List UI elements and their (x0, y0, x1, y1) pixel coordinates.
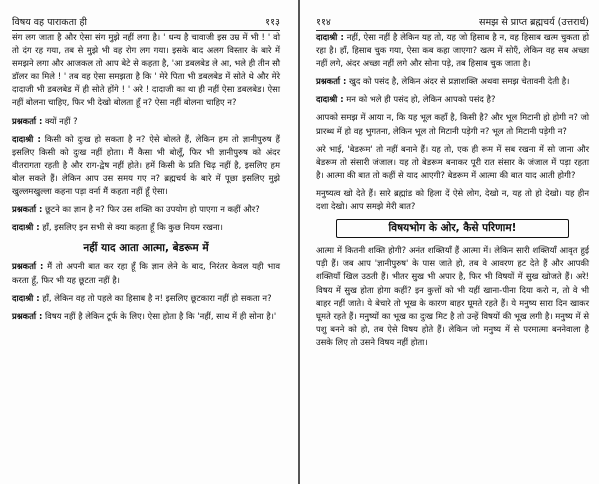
dialogue-paragraph: दादाश्री : हाँ, इसलिए इन सभी से क्या कहता हूँ कि कुछ नियम रखना। (12, 222, 223, 233)
dialogue-paragraph: दादाश्री : नहीं, ऐसा नहीं है लेकिन यह तो, यह जो हिसाब है न, वह हिसाब खत्म चुकता हो रहा है। हाँ, हिसाब चुक गया, ऐसा कब कहा जाएगा? खत्म में सोएँ, लेकिन वह सब अच्छा नहीं लगे, अंदर अच्छा नहीं लगे और सोना पड़े, तब हिसाब चुक जाता है। (316, 32, 589, 69)
speaker-label: दादाश्री : (316, 94, 344, 105)
dialogue-paragraph: दादाश्री : हाँ, लेकिन वह तो पहले का हिसाब है न! इसलिए छूटकारा नहीं हो सकता न? (12, 292, 272, 303)
speaker-label: प्रश्नकर्ता : (316, 76, 347, 87)
paragraph: आत्मा में कितनी शक्ति होगी? अनंत शक्तियाँ हैं आत्मा में। लेकिन सारी शक्तियाँ आवृत हुई पड़ी हैं। जब आप 'ज्ञानीपुरुष' के पास जाते हो, तब वे आवरण हट देते हैं और आपकी शक्तियाँ खिल उठती हैं। भीतर सुख भी अपार है, फिर भी विषयों में सुख खोजते हैं। अरे! विषय में सुख होता होगा कहीं? इन कुत्तों को भी यहीं खाना-पीना दिया करो न, तो वे भी बाहर नहीं जाते। ये बेचारे तो भूख के कारण बाहर घूमते रहते हैं। ये मनुष्य सारा दिन खाकर घूमते रहते हैं। मनुष्यों का भूख का दुःख मिट है तो उन्हें विषयों की भूख लगी है। मनुष्य में से पशु बनने को हो, तब ऐसे विषय होते हैं। लेकिन जो मनुष्य में से परमात्मा बननेवाला है उसके लिए तो उसने विषय नहीं होता। (316, 245, 589, 347)
left-page (0, 0, 298, 484)
speaker-label: दादाश्री : (316, 32, 344, 42)
paragraph: अरे भाई, 'बेडरूम' तो नहीं बनाने हैं। यह तो, एक ही रूम में सब रखना में सो जाना और बेडरूम तो संसारी जंजाल। यह तो बेडरूम बनाकर पूरी रात संसार के जंजाल में पड़ा रहता है। आत्मा की बात तो कहीं से याद आएगी? बेडरूम में आत्मा की बात याद आती होगी? (316, 143, 589, 180)
page-number: ११४ (316, 17, 331, 28)
speaker-label: प्रश्नकर्ता : (12, 204, 43, 215)
speaker-label: दादाश्री : (12, 292, 40, 303)
left-page-header (12, 6, 280, 31)
running-title: समझ से प्राप्त ब्रह्मचर्य (उत्तरार्ध) (479, 17, 589, 28)
speaker-label: प्रश्नकर्ता : (12, 115, 43, 126)
speaker-label: दादाश्री : (12, 133, 41, 144)
paragraph: मनुष्यत्व खो देते हैं। सारे ब्रह्मांड को हिला दें ऐसे लोग, देखो न, यह तो हो देखो। यह हीन दशा देखो। आप समझे मेरी बात? (316, 187, 589, 212)
dialogue-paragraph: प्रश्नकर्ता : खुद को पसंद है, लेकिन अंदर से प्रज्ञाशक्ति अथवा समझ चेतावनी देती है। (316, 76, 570, 87)
left-page-body (12, 31, 280, 323)
right-page (300, 0, 599, 484)
dialogue-paragraph: प्रश्नकर्ता : मैं तो अपनी बात कर रहा हूँ कि ज्ञान लेने के बाद, निरंतर केवल यही भाव करता हूँ, फिर भी यह छूटता नहीं है। (12, 261, 280, 285)
dialogue-paragraph: दादाश्री : मन को भले ही पसंद हो, लेकिन आपको पसंद है? (316, 94, 496, 105)
paragraph: संग लग जाता है और ऐसा संग मुझे नहीं लगा है। ' धन्य है चावाजी इस उम्र में भी ! ' वो तो दंग रह गया, तब से मुझे भी वह रोग लग गया। इसके बाद अलग विस्तार के बारे में समझने लगा और आजकल तो आप बेटे से कहता है, 'आ डबलबेड ले आ, भले ही तीन सौ डॉलर का मिले ! ' तब वह ऐसा समझता है कि ' मेरे पिता भी डबलबेड में सोते थे और मेरे दादाजी भी डबलबेड में ही सोते होंगे ! ' अरे ! दादाजी का था ही नहीं ऐसा डबलबेड। ऐसा नहीं बोलना चाहिए, फिर भी देखो बोलता हूँ न? ऐसा नहीं बोलना चाहिए न? (12, 32, 280, 108)
speaker-label: प्रश्नकर्ता : (12, 261, 44, 272)
section-heading: विषयभोग के ओर, कैसे परिणाम! (336, 219, 569, 238)
section-heading: नहीं याद आता आत्मा, बेडरूम में (83, 242, 209, 255)
right-page-body (316, 31, 589, 349)
speaker-label: दादाश्री : (12, 222, 40, 233)
speaker-label: प्रश्नकर्ता : (12, 310, 43, 321)
dialogue-paragraph: दादाश्री : किसी को दुःख हो सकता है न? ऐसे बोलते हैं, लेकिन हम तो ज्ञानीपुरुष हैं इसलिए किसी को दुःख नहीं होता। मैं कैसा भी बोलूँ, फिर भी ज्ञानीपुरुष को अंदर वीतरागता रहती है और राग-द्वेष नहीं होते। हमें किसी के प्रति चिढ़ नहीं है, इसलिए हम बोल सकते हैं। लेकिन आप उस समय गए न? ब्रह्मचर्य के बारे में पूछा इसलिए मुझे खुल्लमखुल्ला कहना पड़ा वर्ना मैं कहता नहीं हूँ ऐसा। (12, 133, 280, 197)
running-title: विषय वह पाराकता ही (12, 17, 88, 28)
dialogue-paragraph: प्रश्नकर्ता : क्यों नहीं ? (12, 115, 78, 126)
page-number: ११३ (265, 17, 280, 28)
dialogue-paragraph: प्रश्नकर्ता : विषय नहीं है लेकिन टूर्फ के लिए। ऐसा होता है कि 'नहीं, साथ में ही सोना है।' (12, 310, 277, 321)
dialogue-paragraph: प्रश्नकर्ता : छूटने का ज्ञान है न? फिर उस शक्ति का उपयोग हो पाएगा न कहीं और? (12, 204, 260, 215)
paragraph: आपको समझ में आया न, कि यह भूल कहाँ है, किसी है? और भूल मिटानी हो होगी न? जो प्रारब्ध में हो वह भुगतना, लेकिन भूल तो मिटानी पड़ेगी न? भूल तो मिटानी पड़ेगी न? (316, 112, 589, 136)
right-page-header (316, 6, 589, 31)
